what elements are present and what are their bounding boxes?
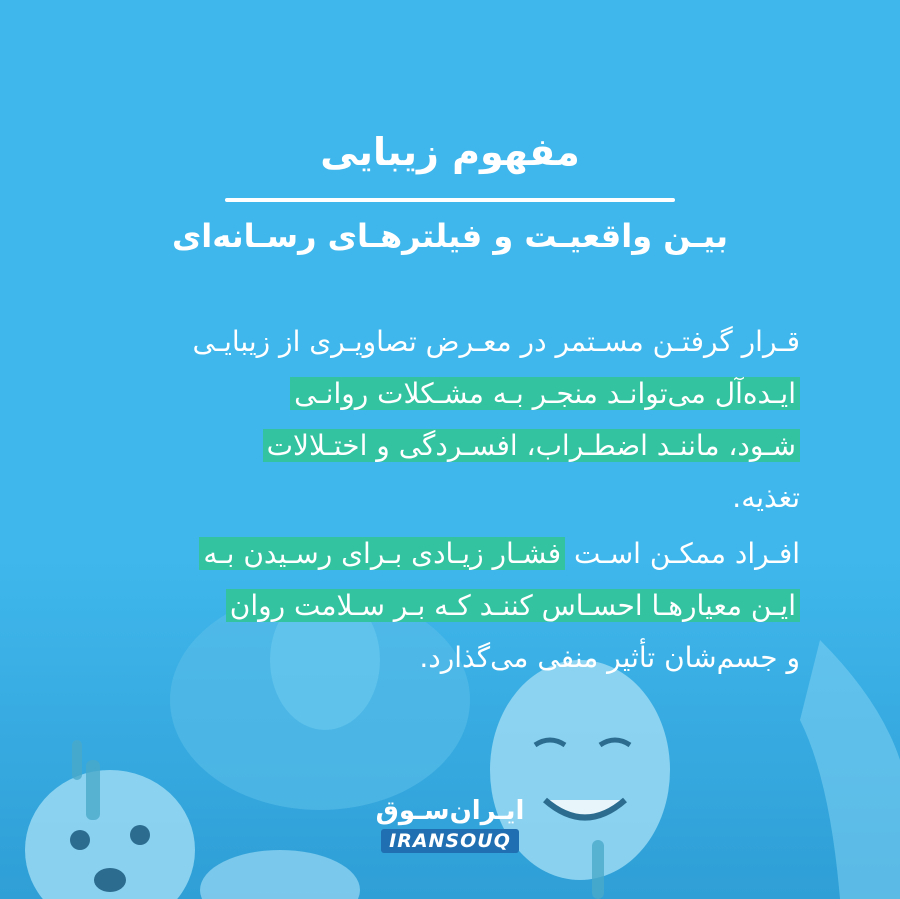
line-text: افـراد ممکـن اسـت [565, 537, 800, 570]
paragraph-line [100, 472, 800, 524]
line-text: و جسم‌شان تأثیر منفی می‌گذارد. [419, 641, 800, 674]
logo-persian-text: ایـران‌سـوق [375, 796, 525, 826]
page-title: مفهوم زیبایی [320, 130, 580, 174]
highlighted-text: ایـن معیارهـا احسـاس کننـد کـه بـر سـلامت روان [226, 589, 800, 622]
brand-logo [0, 796, 900, 853]
paragraph-line [100, 368, 800, 420]
highlighted-text: ایـده‌آل می‌توانـد منجـر بـه مشـکلات روانـی [290, 377, 800, 410]
paragraph-1 [100, 316, 800, 524]
paragraph-line [100, 632, 800, 684]
paragraph-line [100, 528, 800, 580]
title-divider [225, 198, 675, 202]
page-subtitle: بیـن واقعیـت و فیلترهـای رسـانه‌ای [171, 217, 729, 255]
highlighted-text: فشـار زیـادی بـرای رسـیدن بـه [199, 537, 565, 570]
logo-english-text: IRANSOUQ [381, 829, 519, 853]
line-text: تغذیه. [732, 481, 800, 514]
highlighted-text: شـود، ماننـد اضطـراب، افسـردگی و اختـلالات [263, 429, 800, 462]
paragraph-2 [100, 528, 800, 684]
paragraph-line [100, 580, 800, 632]
paragraph-line [100, 316, 800, 368]
paragraph-line [100, 420, 800, 472]
line-text: قـرار گرفتـن مسـتمر در معـرض تصاویـری از زیبایـی [192, 325, 800, 358]
